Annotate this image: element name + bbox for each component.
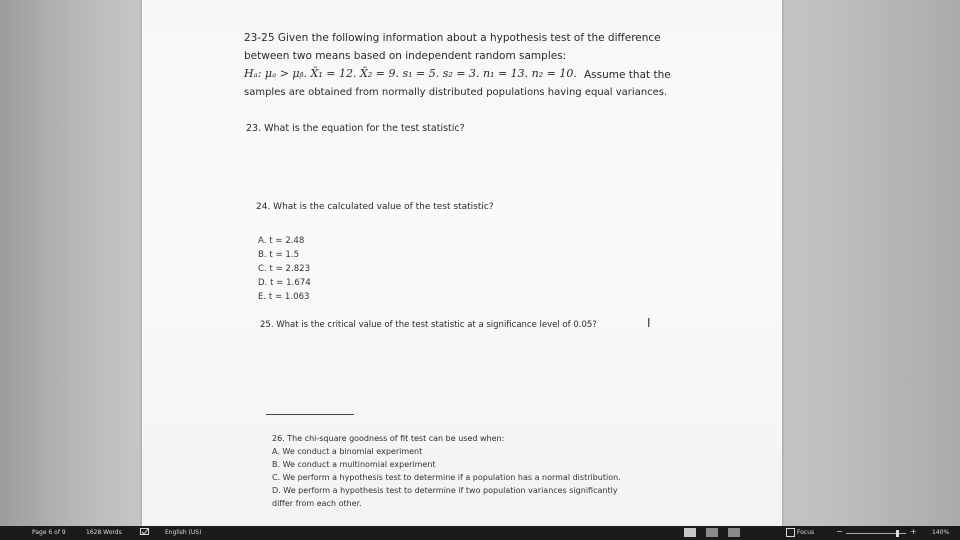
q24-option-d: D. t = 1.674 (258, 278, 311, 288)
word-count[interactable]: 1628 Words (86, 529, 122, 536)
i-beam-cursor-icon: I (647, 316, 651, 330)
q24-option-a: A. t = 2.48 (258, 236, 305, 246)
intro-text-assume: Assume that the (584, 69, 671, 81)
intro-text-line-2: between two means based on independent random samples: (244, 50, 567, 62)
intro-text-line-1: 23-25 Given the following information about a hypothesis test of the difference (244, 32, 661, 44)
q26-option-c: C. We perform a hypothesis test to determine if a population has a normal distribution. (272, 473, 621, 482)
question-23: 23. What is the equation for the test statistic? (246, 123, 465, 134)
focus-icon[interactable] (786, 528, 795, 539)
answer-blank-line (266, 414, 354, 415)
q26-option-d: D. We perform a hypothesis test to determine if two population variances significantly (272, 486, 618, 495)
q24-option-e: E. t = 1.063 (258, 292, 310, 302)
page-count[interactable]: Page 6 of 9 (32, 529, 66, 536)
q26-option-d-continued: differ from each other. (272, 499, 362, 508)
read-mode-button[interactable] (684, 528, 696, 537)
status-bar (0, 526, 960, 540)
q26-option-b: B. We conduct a multinomial experiment (272, 460, 436, 469)
zoom-in-button[interactable]: + (910, 527, 917, 536)
question-24: 24. What is the calculated value of the test statistic? (256, 202, 494, 212)
print-layout-button[interactable] (706, 528, 718, 537)
focus-button[interactable]: Focus (797, 529, 815, 536)
zoom-level[interactable]: 140% (932, 529, 950, 536)
q24-option-b: B. t = 1.5 (258, 250, 300, 260)
zoom-slider-thumb[interactable] (896, 530, 899, 537)
proofing-icon[interactable] (140, 528, 150, 539)
zoom-out-button[interactable]: − (836, 527, 843, 536)
intro-text-line-4: samples are obtained from normally distributed populations having equal variances. (244, 87, 668, 98)
q24-option-c: C. t = 2.823 (258, 264, 311, 274)
question-26: 26. The chi-square goodness of fit test can be used when: (272, 434, 505, 443)
language-indicator[interactable]: English (US) (165, 529, 202, 536)
web-layout-button[interactable] (728, 528, 740, 537)
q26-option-a: A. We conduct a binomial experiment (272, 447, 423, 456)
hypothesis-formula: Hₐ: μₐ > μᵦ. X̄₁ = 12. X̄₂ = 9. s₁ = 5. s₂ = 3. n₁ = 13. n₂ = 10. (244, 67, 577, 80)
question-25: 25. What is the critical value of the test statistic at a significance level of 0.05? (260, 320, 597, 330)
view-buttons (684, 528, 750, 539)
